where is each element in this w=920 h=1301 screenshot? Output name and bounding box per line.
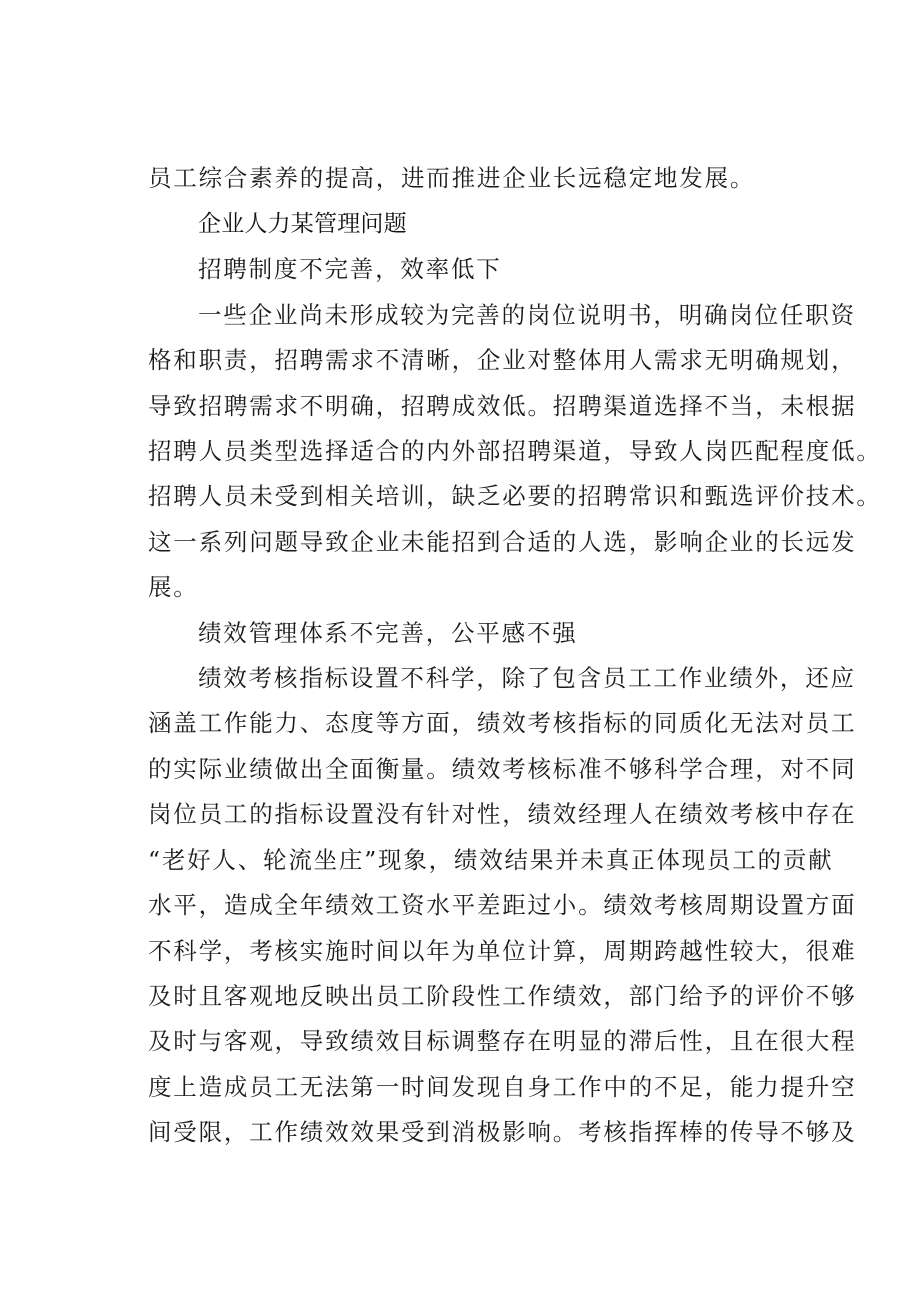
paragraph-performance-line: 涵盖工作能力、态度等方面，绩效考核指标的同质化无法对员工 xyxy=(148,709,857,737)
paragraph-recruitment-line: 这一系列问题导致企业未能招到合适的人选，影响企业的长远发 xyxy=(148,528,857,556)
paragraph-recruitment-line: 招聘人员未受到相关培训，缺乏必要的招聘常识和甄选评价技术。 xyxy=(148,482,882,510)
paragraph-performance-line: 度上造成员工无法第一时间发现自身工作中的不足，能力提升空 xyxy=(148,1073,857,1101)
paragraph-recruitment-line: 展。 xyxy=(148,573,199,601)
text-line-continuation: 员工综合素养的提高，进而推进企业长远稳定地发展。 xyxy=(148,164,756,192)
paragraph-recruitment-line: 导致招聘需求不明确，招聘成效低。招聘渠道选择不当，未根据 xyxy=(148,392,857,420)
paragraph-performance-line: 绩效考核指标设置不科学，除了包含员工工作业绩外，还应 xyxy=(198,664,856,692)
paragraph-recruitment-line: 格和职责，招聘需求不清晰，企业对整体用人需求无明确规划， xyxy=(148,346,857,374)
subheading-recruitment: 招聘制度不完善，效率低下 xyxy=(198,255,502,283)
paragraph-performance-line: 不科学，考核实施时间以年为单位计算，周期跨越性较大，很难 xyxy=(148,937,857,965)
paragraph-performance-line: 的实际业绩做出全面衡量。绩效考核标准不够科学合理，对不同 xyxy=(148,755,857,783)
section-heading: 企业人力某管理问题 xyxy=(198,211,407,237)
paragraph-recruitment-line: 招聘人员类型选择适合的内外部招聘渠道，导致人岗匹配程度低。 xyxy=(148,437,882,465)
paragraph-performance-line: 及时与客观，导致绩效目标调整存在明显的滞后性，且在很大程 xyxy=(148,1027,857,1055)
paragraph-performance-line: 水平，造成全年绩效工资水平差距过小。绩效考核周期设置方面 xyxy=(148,891,857,919)
paragraph-performance-line: 间受限，工作绩效效果受到消极影响。考核指挥棒的传导不够及 xyxy=(148,1118,857,1146)
paragraph-performance-line: 及时且客观地反映出员工阶段性工作绩效，部门给予的评价不够 xyxy=(148,982,857,1010)
subheading-performance: 绩效管理体系不完善，公平感不强 xyxy=(198,619,578,647)
paragraph-recruitment-line: 一些企业尚未形成较为完善的岗位说明书，明确岗位任职资 xyxy=(198,301,856,329)
paragraph-performance-line: “老好人、轮流坐庄”现象，绩效结果并未真正体现员工的贡献 xyxy=(148,846,834,874)
paragraph-performance-line: 岗位员工的指标设置没有针对性，绩效经理人在绩效考核中存在 xyxy=(148,800,857,828)
